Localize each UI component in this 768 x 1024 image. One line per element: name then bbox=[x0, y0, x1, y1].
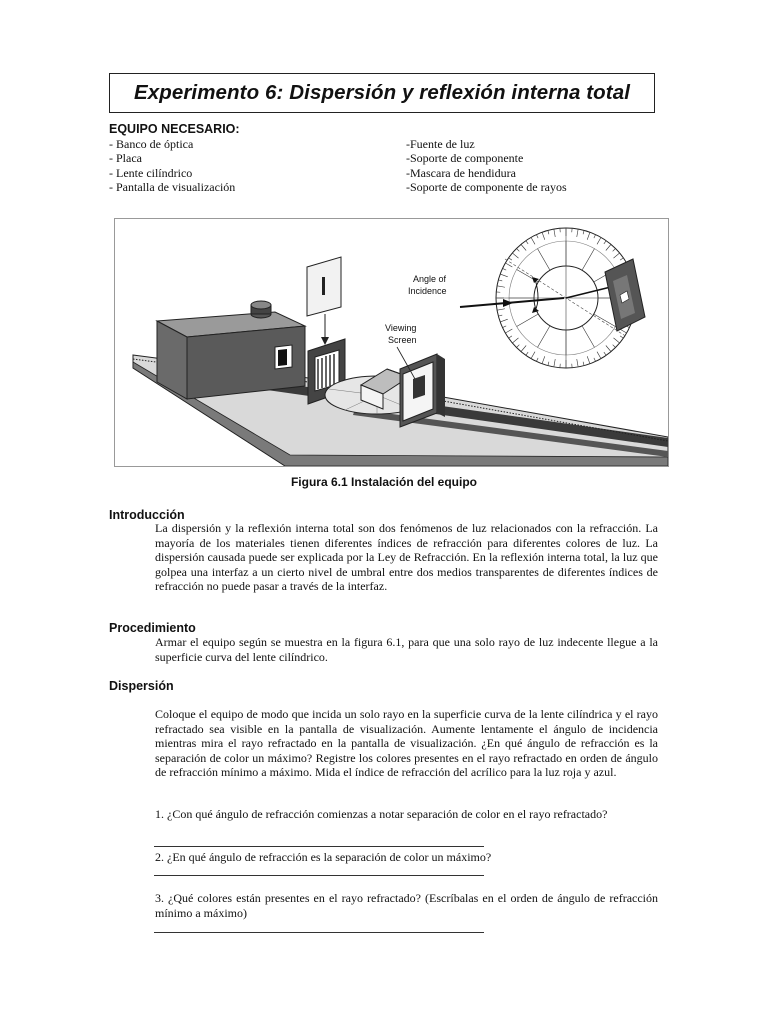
equipment-list-right bbox=[406, 137, 567, 195]
equipment-illustration bbox=[115, 219, 668, 466]
label-angle-line1: Angle of bbox=[413, 274, 447, 284]
page-title: Experimento 6: Dispersión y reflexión interna total bbox=[133, 81, 631, 104]
equipment-list-left bbox=[109, 137, 235, 195]
intro-heading: Introducción bbox=[109, 508, 185, 522]
list-item: -Fuente de luz bbox=[406, 137, 475, 151]
list-item: -Soporte de componente bbox=[406, 151, 524, 166]
dispersion-heading: Dispersión bbox=[109, 679, 174, 693]
answer-line-2[interactable] bbox=[154, 875, 484, 876]
question-2: 2. ¿En qué ángulo de refracción es la separación de color un máximo? bbox=[155, 850, 492, 864]
list-item: - Banco de óptica bbox=[109, 137, 194, 151]
answer-line-1[interactable] bbox=[154, 846, 484, 847]
list-item: - Placa bbox=[109, 151, 142, 166]
list-item: -Soporte de componente de rayos bbox=[406, 180, 567, 195]
equipment-heading: EQUIPO NECESARIO: bbox=[109, 122, 240, 136]
label-viewing-line2: Screen bbox=[388, 335, 417, 345]
list-item: - Lente cilíndrico bbox=[109, 165, 193, 180]
intro-paragraph: La dispersión y la reflexión interna total son dos fenómenos de luz relacionados con la refracción. La mayoría de los materiales tienen diferentes índices de refracción para diferentes colores de luz. La dispersión causada puede ser explicada por la Ley de Refracción. En la reflexión interna total, la luz que golpea una interfaz a un cierto nivel de umbral entre dos medios transparentes de diferentes índices de refracción no puede pasar a través de la interfaz. bbox=[155, 521, 658, 593]
procedure-paragraph: Armar el equipo según se muestra en la figura 6.1, para que una solo rayo de luz indecente llegue a la superficie curva del lente cilíndrico. bbox=[155, 635, 658, 664]
light-source bbox=[157, 301, 305, 399]
label-angle-line2: Incidence bbox=[408, 286, 447, 296]
title-box bbox=[109, 73, 655, 113]
list-item: - Pantalla de visualización bbox=[109, 180, 236, 195]
equipment-figure bbox=[114, 218, 669, 467]
question-3: 3. ¿Qué colores están presentes en el rayo refractado? (Escríbalas en el orden de ángulo de refracción mínimo a máximo) bbox=[155, 891, 658, 920]
protractor-inset bbox=[460, 228, 645, 368]
figure-caption: Figura 6.1 Instalación del equipo bbox=[290, 475, 478, 489]
label-viewing-line1: Viewing bbox=[385, 323, 417, 333]
answer-line-3[interactable] bbox=[154, 932, 484, 933]
question-1: 1. ¿Con qué ángulo de refracción comienzas a notar separación de color en el rayo refractado? bbox=[155, 807, 608, 821]
dispersion-paragraph: Coloque el equipo de modo que incida un solo rayo en la superficie curva de la lente cilíndrica y el rayo refractado sea visible en la pantalla de visualización. Aumente lentamente el ángulo de incidencia mientras mira el rayo refractado en la pantalla de visualización. ¿En qué ángulo de refracción es la separación de color un máximo? Registre los colores presentes en el rayo refractado en orden de ángulo de refracción mínimo a máximo. Mida el índice de refracción del acrílico para la luz roja y azul. bbox=[155, 707, 658, 779]
list-item: -Mascara de hendidura bbox=[406, 165, 516, 180]
procedure-heading: Procedimiento bbox=[109, 621, 196, 635]
